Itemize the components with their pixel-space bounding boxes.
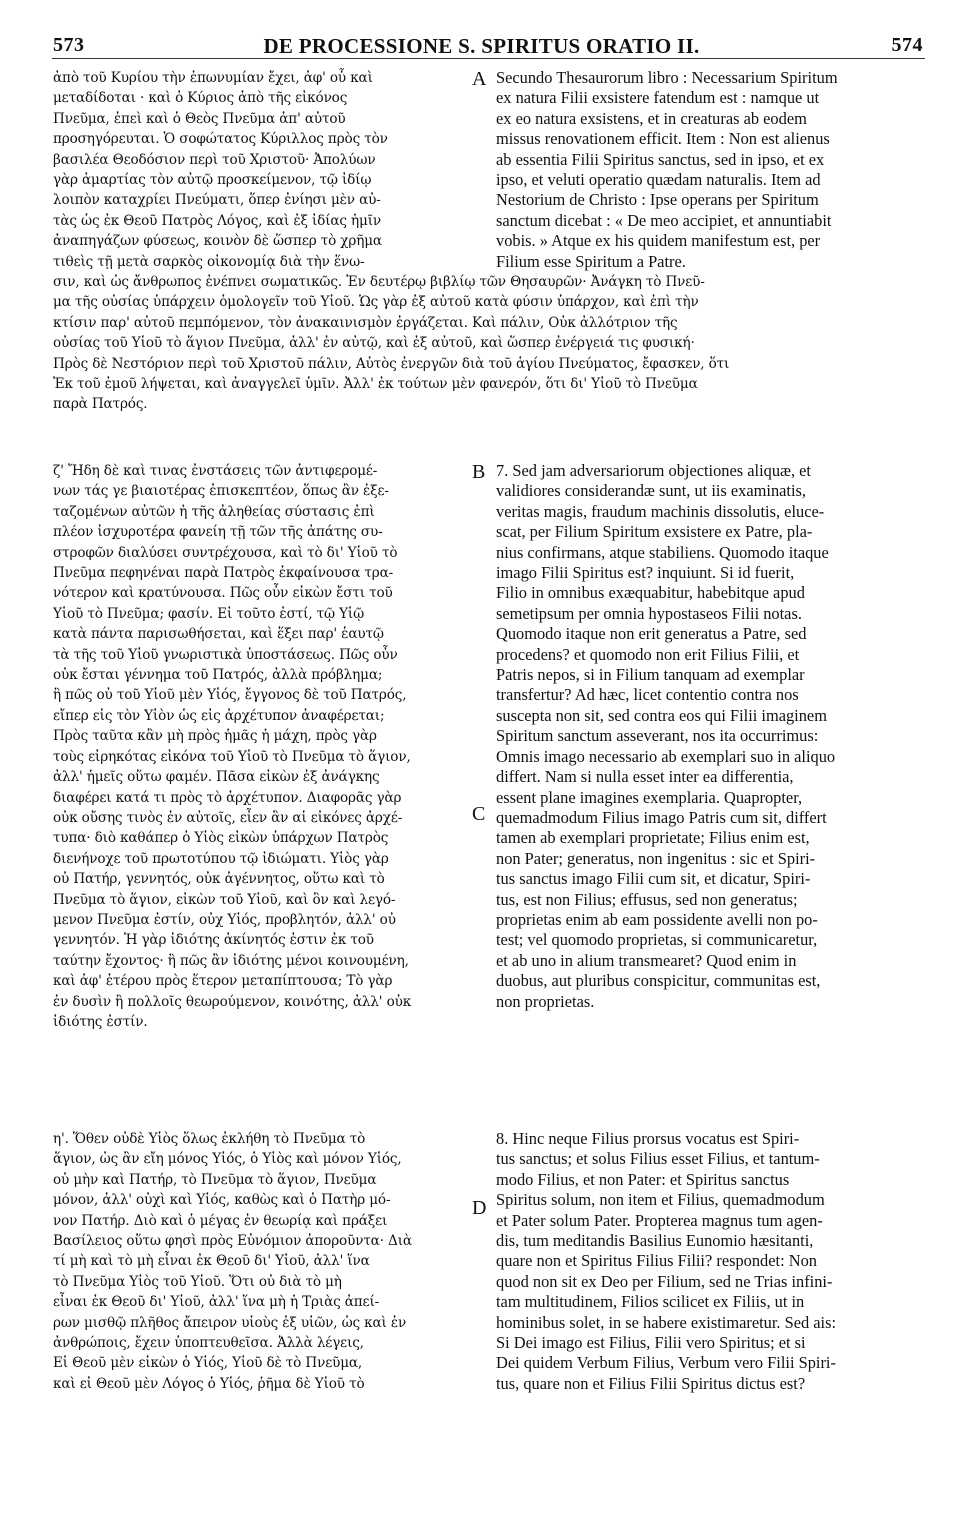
margin-marker-b: B	[472, 461, 486, 483]
margin-marker-d: D	[472, 1197, 487, 1219]
header-rule	[52, 58, 925, 59]
latin-column-section-2: 7. Sed jam adversariorum objectiones aliquæ, et validiores considerandæ sunt, ut iis examinatis, veritas magis, fraudum machinis dissolutis, eluce- scat, per Filium Spiritum exsistere ex Patre, pla- nius confirmans, atque stabiliens. Quomodo itaque imago Filii Spiritus est? inquiunt. Si id fuerit, Filio in omnibus exæquabitur, habebitque apud semetipsum per omnia hypostaseos Filii notas. Quomodo itaque non erit generatus a Patre, sed procedens? et quomodo non erit Filius Filii, et Patris nepos, si in Filium tanquam ad exemplar transfertur? Ad hæc, licet contentio contra nos suscepta non sit, sed contra eos qui Filii imaginem Spiritum sanctum asseverant, nos ita occurrimus: Omnis imago necessario ab exemplari suo in aliquo differt. Nam si nulla esset inter ea differentia, essent plane imagines exemplaria. Quapropter, quemadmodum Filius imago Patris cum sit, differt tamen ab exemplari proprietate; Filius enim est, non Pater; generatus, non ingenitus : sic et Spiri- tus sanctus imago Filii cum sit, et dicatur, Spiri- tus, est non Filius; effusus, sed non generatus; proprietas enim ab eam possidente avelli non po- test; vel quomodo proprietas, si communicaretur, et ab uno in alium transmearet? Quod enim in duobus, aut pluribus conspicitur, communitas est, non proprietas.	[496, 461, 836, 1011]
latin-column-section-1: Secundo Thesaurorum libro : Necessarium Spiritum ex natura Filii exsistere fatendum est : namque ut ex eo natura exsistens, et in creaturas ab eodem missus renovationem efficit. Item : Non est alienus ab essentia Filii Spiritus sanctus, sed in ipso, et ex ipso, et veluti operatio quædam naturalis. Item ad Nestorium de Christo : Ipse operans per Spiritum sanctum dicebat : « De meo accipiet, et annuntiabit vobis. » Atque ex his quidem manifestum est, per Filium esse Spiritum a Patre.	[496, 68, 838, 271]
left-page-number: 573	[53, 34, 85, 56]
latin-column-section-3: 8. Hinc neque Filius prorsus vocatus est Spiri- tus sanctus; et solus Filius esset Filius, et tantum- modo Filius, et non Pater: et Spiritus sanctus Spiritus solum, non item et Filius, quemadmodum et Pater solum Pater. Propterea magnus tum agen- dis, tum meditandis Basilius Eunomio hæsitanti, quare non et Spiritus Filius Filii? respondet: Non quod non sit ex Deo per Filium, sed ne Trias infini- tam multitudinem, Filios scilicet ex Filiis, ut in hominibus solet, in se habere existimaretur. Sed ais: Si Dei imago est Filius, Filii vero Spiritus; et si Dei quidem Verbum Filius, Verbum vero Filii Spiri- tus, quare non et Filius Filii Spiritus dictus est?	[496, 1129, 837, 1393]
margin-marker-c: C	[472, 803, 486, 825]
right-page-number: 574	[891, 34, 923, 56]
running-title: DE PROCESSIONE S. SPIRITUS ORATIO II.	[263, 34, 700, 58]
margin-marker-a: A	[472, 68, 487, 90]
greek-full-width-continuation: σιν, καὶ ὡς ἄνθρωπος ἐνέπνει σωματικῶς. Ἐν δευτέρῳ βιβλίῳ τῶν Θησαυρῶν· Ἀνάγκη τὸ Πνεῦ- μα τῆς οὐσίας ὑπάρχειν ὁμολογεῖν τοῦ Υἱοῦ. Ὡς γὰρ ἐξ αὐτοῦ κατὰ φύσιν ὑπάρχον, καὶ ἐπὶ τὴν κτίσιν παρ' αὐτοῦ πεμπόμενον, τὸν ἀνακαινισμὸν ἐργάζεται. Καὶ πάλιν, Οὐκ ἀλλότριον τῆς οὐσίας τοῦ Υἱοῦ τὸ ἅγιον Πνεῦμα, ἀλλ' ἐν αὐτῷ, καὶ ἐξ αὐτοῦ, καὶ ὥσπερ ἐνέργειά τις φυσική· Πρὸς δὲ Νεστόριον περὶ τοῦ Χριστοῦ πάλιν, Αὐτὸς ἐνεργῶν διὰ τοῦ ἁγίου Πνεύματος, ἔφασκεν, ὅτι Ἐκ τοῦ ἐμοῦ λήψεται, καὶ ἀναγγελεῖ ὑμῖν. Ἀλλ' ἐκ τούτων μὲν φανερόν, ὅτι δι' Υἱοῦ τὸ Πνεῦμα παρὰ Πατρός.	[53, 274, 730, 413]
greek-column-section-2: ζ' Ἤδη δὲ καὶ τινας ἐνστάσεις τῶν ἀντιφερομέ- νων τάς γε βιαιοτέρας ἐπισκεπτέον, ὅπως ἂν ἐξε- ταζομένων αὐτῶν ἡ τῆς ἀληθείας σύστασις ἐπὶ πλέον ἰσχυροτέρα φανείη τῇ τῶν τῆς ἀπάτης συ- στροφῶν διαλύσει συντρέχουσα, καὶ τὸ δι' Υἱοῦ τὸ Πνεῦμα πεφηνέναι παρὰ Πατρὸς ἐκφαίνουσα τρα- νότερον καὶ κρατύνουσα. Πῶς οὖν εἰκὼν ἔστι τοῦ Υἱοῦ τὸ Πνεῦμα; φασίν. Εἰ τοῦτο ἐστί, τῷ Υἱῷ κατὰ πάντα παρισωθήσεται, καὶ ἕξει παρ' ἑαυτῷ τὰ τῆς τοῦ Υἱοῦ γνωριστικὰ ὑποστάσεως. Πῶς οὖν οὐκ ἔσται γέννημα τοῦ Πατρός, ἀλλὰ πρόβλημα; ἢ πῶς οὐ τοῦ Υἱοῦ μὲν Υἱός, ἔγγονος δὲ τοῦ Πατρός, εἴπερ εἰς τὸν Υἱὸν ὡς εἰς ἀρχέτυπον ἀναφέρεται; Πρὸς ταῦτα κἂν μὴ πρὸς ἡμᾶς ἡ μάχη, πρὸς γὰρ τοὺς εἰρηκότας εἰκόνα τοῦ Υἱοῦ τὸ Πνεῦμα τὸ ἅγιον, ἀλλ' ἡμεῖς οὕτω φαμέν. Πᾶσα εἰκὼν ἐξ ἀνάγκης διαφέρει κατά τι πρὸς τὸ ἀρχέτυπον. Διαφορᾶς γὰρ οὐκ οὔσης τινὸς ἐν αὐτοῖς, εἶεν ἂν αἱ εἰκόνες ἀρχέ- τυπα· διὸ καθάπερ ὁ Υἱὸς εἰκὼν ὑπάρχων Πατρὸς διενήνοχε τοῦ πρωτοτύπου τῷ ἰδιώματι. Υἱὸς γὰρ οὐ Πατήρ, γεννητός, οὐκ ἀγέννητος, οὕτω καὶ τὸ Πνεῦμα τὸ ἅγιον, εἰκὼν τοῦ Υἱοῦ, καὶ ὂν καὶ λεγό- μενον Πνεῦμα ἐστίν, οὐχ Υἱός, προβλητόν, ἀλλ' οὐ γεννητόν. Ἡ γὰρ ἰδιότης ἀκίνητός ἐστιν ἐκ τοῦ ταύτην ἔχοντος· ἢ πῶς ἂν ἰδιότης μένοι κοινουμένη, καὶ ἀφ' ἑτέρου πρὸς ἕτερον μεταπίπτουσα; Τὸ γὰρ ἐν δυσὶν ἢ πολλοῖς θεωρούμενον, κοινότης, ἀλλ' οὐκ ἰδιότης ἐστίν.	[53, 463, 412, 1030]
greek-column-section-3: η'. Ὅθεν οὐδὲ Υἱὸς ὅλως ἐκλήθη τὸ Πνεῦμα τὸ ἅγιον, ὡς ἂν εἴη μόνος Υἱός, ὁ Υἱὸς καὶ μόνον Υἱός, οὐ μὴν καὶ Πατήρ, τὸ Πνεῦμα τὸ ἅγιον, Πνεῦμα μόνον, ἀλλ' οὐχὶ καὶ Υἱός, καθὼς καὶ ὁ Πατὴρ μό- νον Πατήρ. Διὸ καὶ ὁ μέγας ἐν θεωρίᾳ καὶ πράξει Βασίλειος οὕτω φησὶ πρὸς Εὐνόμιον ἀποροῦντα· Διὰ τί μὴ καὶ τὸ μὴ εἶναι ἐκ Θεοῦ δι' Υἱοῦ, ἀλλ' ἵνα τὸ Πνεῦμα Υἱὸς τοῦ Υἱοῦ. Ὅτι οὐ διὰ τὸ μὴ εἶναι ἐκ Θεοῦ δι' Υἱοῦ, ἀλλ' ἵνα μὴ ἡ Τριὰς ἀπεί- ρων μισθῷ πλῆθος ἄπειρον υἱοὺς ἐξ υἱῶν, ὡς καὶ ἐν ἀνθρώποις, ἔχειν ὑποπτευθεῖσα. Ἀλλὰ λέγεις, Εἰ Θεοῦ μὲν εἰκὼν ὁ Υἱός, Υἱοῦ δὲ τὸ Πνεῦμα, καὶ εἰ Θεοῦ μὲν Λόγος ὁ Υἱός, ῥῆμα δὲ Υἱοῦ τὸ	[53, 1131, 412, 1392]
greek-column-section-1: ἀπὸ τοῦ Κυρίου τὴν ἐπωνυμίαν ἔχει, ἀφ' οὗ καὶ μεταδίδοται · καὶ ὁ Κύριος ἀπὸ τῆς εἰκόνος Πνεῦμα, ἐπεὶ καὶ ὁ Θεὸς Πνεῦμα ἀπ' αὐτοῦ προσηγόρευται. Ὁ σοφώτατος Κύριλλος πρὸς τὸν βασιλέα Θεοδόσιον περὶ τοῦ Χριστοῦ· Ἀπολύων γὰρ ἁμαρτίας τὸν αὐτῷ προσκείμενον, τῷ ἰδίῳ λοιπὸν καταχρίει Πνεύματι, ὅπερ ἐνίησι μὲν αὐ- τὰς ὡς ἐκ Θεοῦ Πατρὸς Λόγος, καὶ ἐξ ἰδίας ἡμῖν ἀναπηγάζων φύσεως, κοινὸν δὲ ὥσπερ τὸ χρῆμα τιθεὶς τῇ μετὰ σαρκὸς οἰκονομίᾳ διὰ τὴν ἕνω-	[53, 70, 388, 270]
